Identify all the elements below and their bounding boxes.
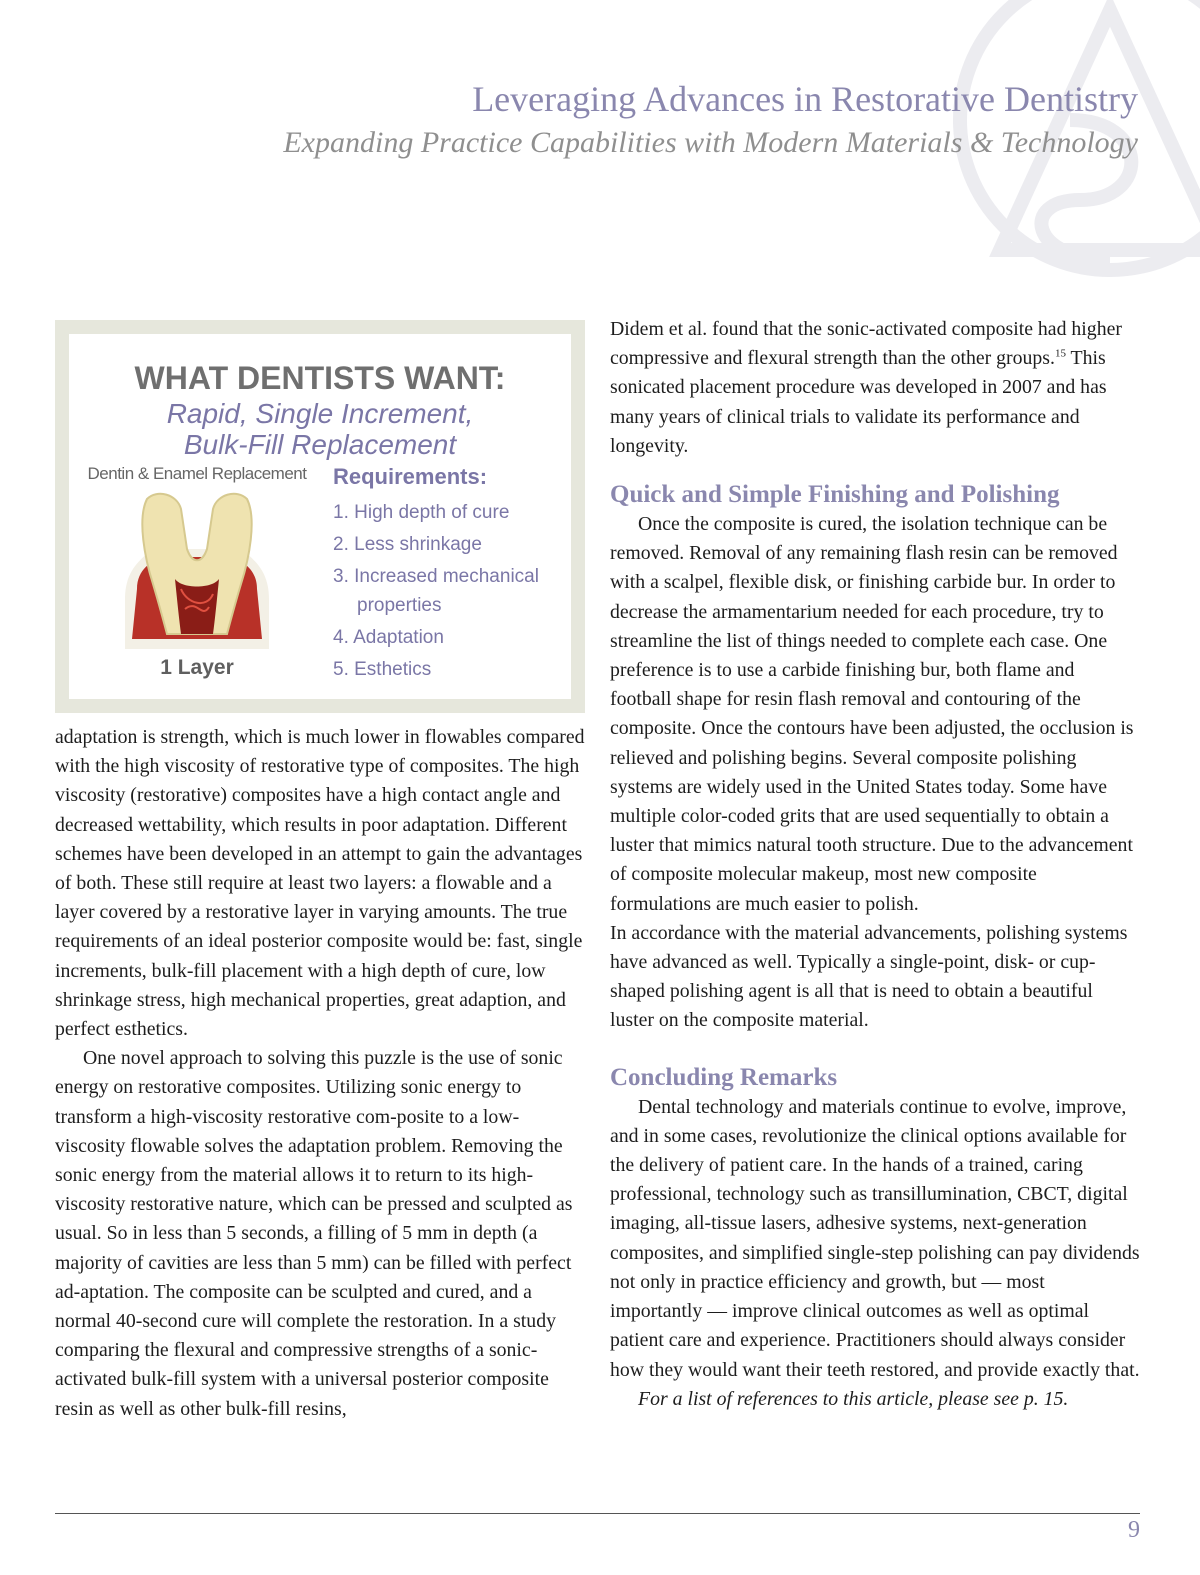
box-inner [69, 334, 571, 699]
page-header-title: Leveraging Advances in Restorative Dentistry [472, 79, 1138, 119]
body-paragraph: adaptation is strength, which is much lower in flowables compared with the high viscosity of restorative type of composites. The high viscosity (restorative) composites have a high contact angle and decreased wettability, which results in poor adaptation. Different schemes have been developed in an attempt to gain the advantages of both. These still require at least two layers: a flowable and a layer covered by a restorative layer in varying amounts. The true requirements of an ideal posterior composite would be: fast, single increments, bulk-fill placement with a high depth of cure, low shrinkage stress, high mechanical properties, great adaption, and perfect esthetics. [55, 726, 585, 1041]
footer-divider [55, 1513, 1140, 1514]
requirement-item: 4. Adaptation [333, 627, 444, 648]
body-paragraph [610, 315, 1140, 461]
body-paragraph: In accordance with the material advancements, polishing systems have advanced as well. Typically a single-point, disk- or cup-shaped polishing agent is all that is need to obtain a beautiful luster on the composite material. [610, 921, 1128, 1032]
body-paragraph: Once the composite is cured, the isolation technique can be removed. Removal of any remaining flash resin can be removed with a scalpel, flexible disk, or finishing carbide bur. In order to decrease the armamentarium needed for each procedure, try to streamline the list of things needed to complete each case. One preference is to use a carbide finishing bur, both flame and football shape for resin flash removal and contouring of the composite. Once the contours have been adjusted, the occlusion is relieved and polishing begins. Several composite polishing systems are widely used in the United States today. Some have multiple color-coded grits that are used sequentially to obtain a luster that mimics natural tooth structure. Due to the advancement of composite molecular makeup, most new composite formulations are much easier to polish. [610, 513, 1134, 915]
tooth-cross-section-icon [117, 489, 277, 649]
section-heading-concluding: Concluding Remarks [610, 1063, 838, 1091]
box-subtitle-line-1: Rapid, Single Increment, [166, 398, 474, 429]
page-header-subtitle: Expanding Practice Capabilities with Modern Materials & Technology [283, 126, 1138, 159]
requirement-item: 2. Less shrinkage [333, 534, 482, 555]
box-subtitle-line-2: Bulk-Fill Replacement [183, 429, 457, 460]
references-note: For a list of references to this article, please see p. 15. [638, 1387, 1069, 1410]
box-title: WHAT DENTISTS WANT: [134, 360, 506, 396]
tooth-image-label: Dentin & Enamel Replacement [87, 464, 307, 483]
body-paragraph: One novel approach to solving this puzzle is the use of sonic energy on restorative composites. Utilizing sonic energy to transform a high-viscosity restorative com-posite to a low-viscosity flowable solves the adaptation problem. Removing the sonic energy from the material allows it to return to its high-viscosity restorative nature, which can be pressed and sculpted as usual. So in less than 5 seconds, a filling of 5 mm in depth (a majority of cavities are less than 5 mm) can be filled with perfect ad-aptation. The composite can be sculpted and cured, and a normal 40-second cure will complete the restoration. In a study comparing the flexural and compressive strengths of a sonic-activated bulk-fill system with a universal posterior composite resin as well as other bulk-fill resins, [55, 1047, 573, 1420]
body-text: This sonicated placement procedure was developed in 2007 and has many years of clinical trials to validate its performance and longevity. [610, 347, 1107, 457]
requirements-list [333, 498, 583, 687]
what-dentists-want-box [55, 320, 585, 713]
requirements-title: Requirements: [333, 464, 488, 489]
right-column [610, 315, 1140, 1414]
requirement-item: 1. High depth of cure [333, 502, 510, 523]
body-text: Didem et al. found that the sonic-activated composite had higher compressive and flexural strength than the other groups. [610, 318, 1122, 370]
section-heading-finishing: Quick and Simple Finishing and Polishing [610, 481, 1060, 509]
body-paragraph: Dental technology and materials continue to evolve, improve, and in some cases, revolutionize the clinical options available for the delivery of patient care. In the hands of a trained, caring professional, technology such as transillumination, CBCT, digital imaging, all-tissue lasers, adhesive systems, next-generation composites, and simplified single-step polishing can pay dividends not only in practice efficiency and growth, but — most importantly — improve clinical outcomes as well as optimal patient care and experience. Practitioners should always consider how they would want their teeth restored, and provide exactly that. [610, 1095, 1140, 1381]
layer-count-label: 1 Layer [160, 656, 234, 679]
page-number: 9 [1128, 1517, 1140, 1543]
requirement-item: 3. Increased mechanical properties [333, 566, 539, 616]
requirement-item: 5. Esthetics [333, 659, 432, 680]
citation-superscript: 15 [1054, 347, 1066, 360]
box-subtitle [69, 398, 571, 460]
left-column [55, 723, 585, 1424]
